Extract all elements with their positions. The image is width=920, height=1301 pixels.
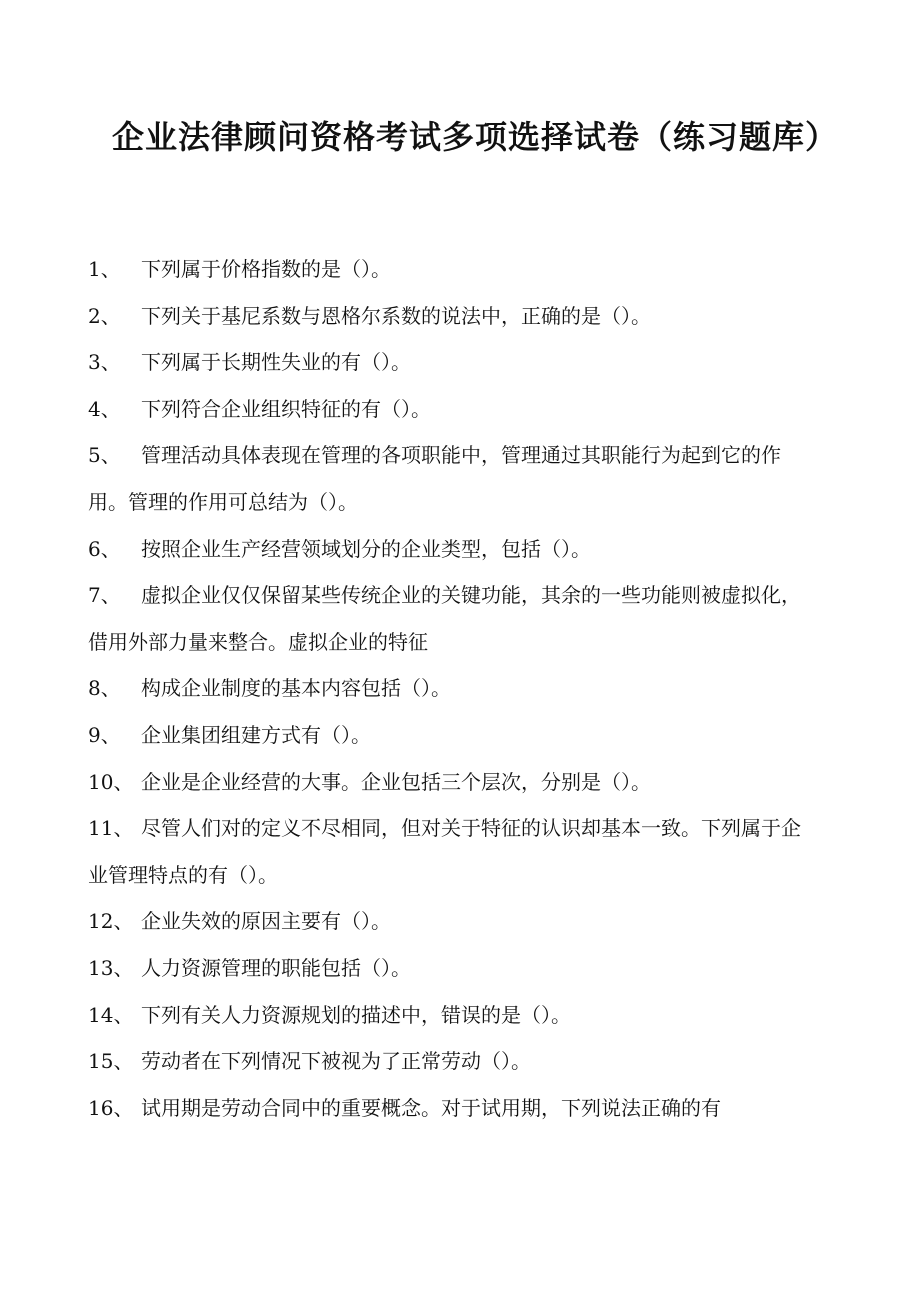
question-number: 6、	[88, 536, 121, 561]
question-item	[88, 898, 818, 945]
question-item	[88, 992, 818, 1039]
question-text: 企业集团组建方式有（）。	[141, 722, 371, 747]
question-number: 7、	[88, 583, 121, 608]
question-text: 尽管人们对的定义不尽相同，但对关于特征的认识却基本一致。下列属于企业管理特点的有（）。	[88, 816, 801, 887]
question-text: 按照企业生产经营领域划分的企业类型，包括（）。	[141, 536, 591, 561]
question-list	[88, 246, 818, 1131]
question-number: 9、	[88, 722, 121, 747]
question-item	[88, 665, 818, 712]
question-text: 劳动者在下列情况下被视为了正常劳动（）。	[141, 1049, 531, 1074]
question-text: 下列属于价格指数的是（）。	[141, 257, 391, 281]
question-item	[88, 386, 818, 433]
question-item	[88, 1038, 818, 1085]
question-item	[88, 246, 818, 293]
question-number: 15、	[88, 1049, 134, 1074]
question-number: 16、	[88, 1095, 134, 1120]
question-number: 12、	[88, 909, 134, 934]
question-item	[88, 339, 818, 386]
question-item	[88, 712, 818, 759]
question-text: 管理活动具体表现在管理的各项职能中，管理通过其职能行为起到它的作用。管理的作用可总结为（）。	[88, 443, 781, 514]
question-text: 企业失效的原因主要有（）。	[141, 909, 391, 934]
question-number: 10、	[88, 769, 134, 794]
question-number: 3、	[88, 350, 121, 375]
question-number: 1、	[88, 257, 121, 281]
question-number: 5、	[88, 443, 121, 468]
question-text: 人力资源管理的职能包括（）。	[141, 955, 411, 980]
question-number: 4、	[88, 396, 121, 421]
question-text: 构成企业制度的基本内容包括（）。	[141, 676, 451, 701]
question-item	[88, 293, 818, 340]
question-text: 下列关于基尼系数与恩格尔系数的说法中，正确的是（）。	[141, 303, 651, 328]
question-text: 试用期是劳动合同中的重要概念。对于试用期，下列说法正确的有	[141, 1095, 721, 1120]
question-item	[88, 1085, 818, 1132]
question-item	[88, 526, 818, 573]
page-title: 企业法律顾问资格考试多项选择试卷（练习题库）	[111, 118, 838, 156]
question-number: 2、	[88, 303, 121, 328]
question-number: 14、	[88, 1002, 134, 1027]
question-item	[88, 805, 818, 898]
question-number: 11、	[88, 816, 134, 841]
question-text: 下列有关人力资源规划的描述中，错误的是（）。	[141, 1002, 571, 1027]
question-item	[88, 432, 818, 525]
question-item	[88, 759, 818, 806]
question-item	[88, 572, 818, 665]
question-text: 企业是企业经营的大事。企业包括三个层次，分别是（）。	[141, 769, 651, 794]
question-text: 下列符合企业组织特征的有（）。	[141, 396, 431, 421]
question-text: 虚拟企业仅仅保留某些传统企业的关键功能，其余的一些功能则被虚拟化，借用外部力量来整合。虚拟企业的特征	[88, 583, 801, 654]
question-item	[88, 945, 818, 992]
question-number: 8、	[88, 676, 121, 701]
question-text: 下列属于长期性失业的有（）。	[141, 350, 411, 375]
question-number: 13、	[88, 955, 134, 980]
